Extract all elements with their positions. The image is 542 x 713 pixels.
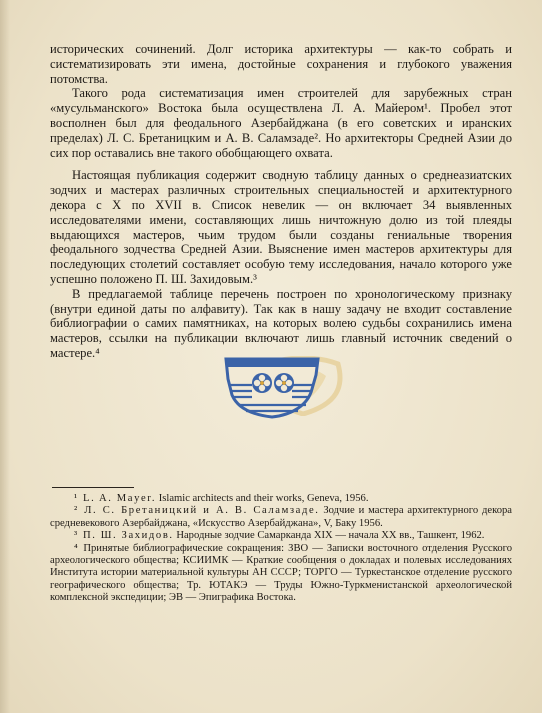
footnote-2-text: Зодчие и мастера архитектурного декора средневекового Азербайджана, «Искусство Азербайджана», V, Баку 1956. <box>50 505 512 529</box>
footnotes <box>50 493 512 605</box>
footnote-4 <box>50 543 512 605</box>
footnote-3 <box>50 530 512 542</box>
footnote-3-text: Народные зодчие Самарканда XIX — начала XX вв., Ташкент, 1962. <box>173 530 485 542</box>
footnote-3-author: ³ П. Ш. Захидов. <box>74 530 174 542</box>
page-spine-shadow <box>0 0 10 713</box>
ornament-vignette <box>222 355 322 421</box>
paragraph-3: Настоящая публикация содержит сводную таблицу данных о среднеазиатских зодчих и мастерах различных строительных специальностей и архитектурного декора с X по XVII в. Список невелик — он включает 34 выявленных исследователями имени, составляющих лишь ничтожную долю из той плеяды выдающихся мастеров, чьим трудом были созданы гениальные творения феодального зодчества Средней Азии. Выяснение имен мастеров архитектуры для последующих столетий составляет особую тему исследования, начало которого уже успешно положено П. Ш. Захидовым.³ <box>50 168 512 286</box>
footnote-2 <box>50 505 512 530</box>
footnote-1-text: Islamic architects and their works, Geneva, 1956. <box>156 493 369 504</box>
footnote-1 <box>50 493 512 505</box>
main-text <box>50 42 512 361</box>
footnote-divider <box>52 487 134 488</box>
footnote-4-text: Принятые библиографические сокращения: ЗВО — Записки восточного отделения Русского археологического общества; КСИИМК — Краткие сообщения о докладах и полевых исследованиях Института истории материальной культуры АН СССР; ТОРГО — Туркестанское отделение русского географического общества; Тр. ЮТАКЭ — Труды Южно-Туркменистанской археологической комплексной экспедиции; ЭВ — Эпиграфика Востока. <box>50 542 512 604</box>
footnote-1-author: ¹ L. A. Mayer. <box>74 493 157 504</box>
paragraph-2: Такого рода систематизация имен строителей для зарубежных стран «мусульманского» Востока была осуществлена Л. А. Майером¹. Пробел этот восполнен был для феодального Азербайджана (в его советских и иранских пределах) Л. С. Бретаницким и А. В. Саламзаде². Но архитекторы Средней Азии до сих пор оставались вне такого обобщающего охвата. <box>50 86 512 160</box>
footnote-2-author: ² Л. С. Бретаницкий и А. В. Саламзаде. <box>74 505 320 517</box>
paragraph-1: исторических сочинений. Долг историка архитектуры — как-то собрать и систематизировать эти имена, достойные сохранения и глубокого уважения потомства. <box>50 42 512 86</box>
footnote-4-mark: ⁴ <box>74 542 80 554</box>
paragraph-4: В предлагаемой таблице перечень построен по хронологическому признаку (внутри единой даты по алфавиту). Так как в нашу задачу не входит составление библиографии о самих памятниках, на которых волею судьбы сохранились имена мастеров, ссылки на публикации включают лишь главный источник сведений о мастере.⁴ <box>50 286 512 360</box>
